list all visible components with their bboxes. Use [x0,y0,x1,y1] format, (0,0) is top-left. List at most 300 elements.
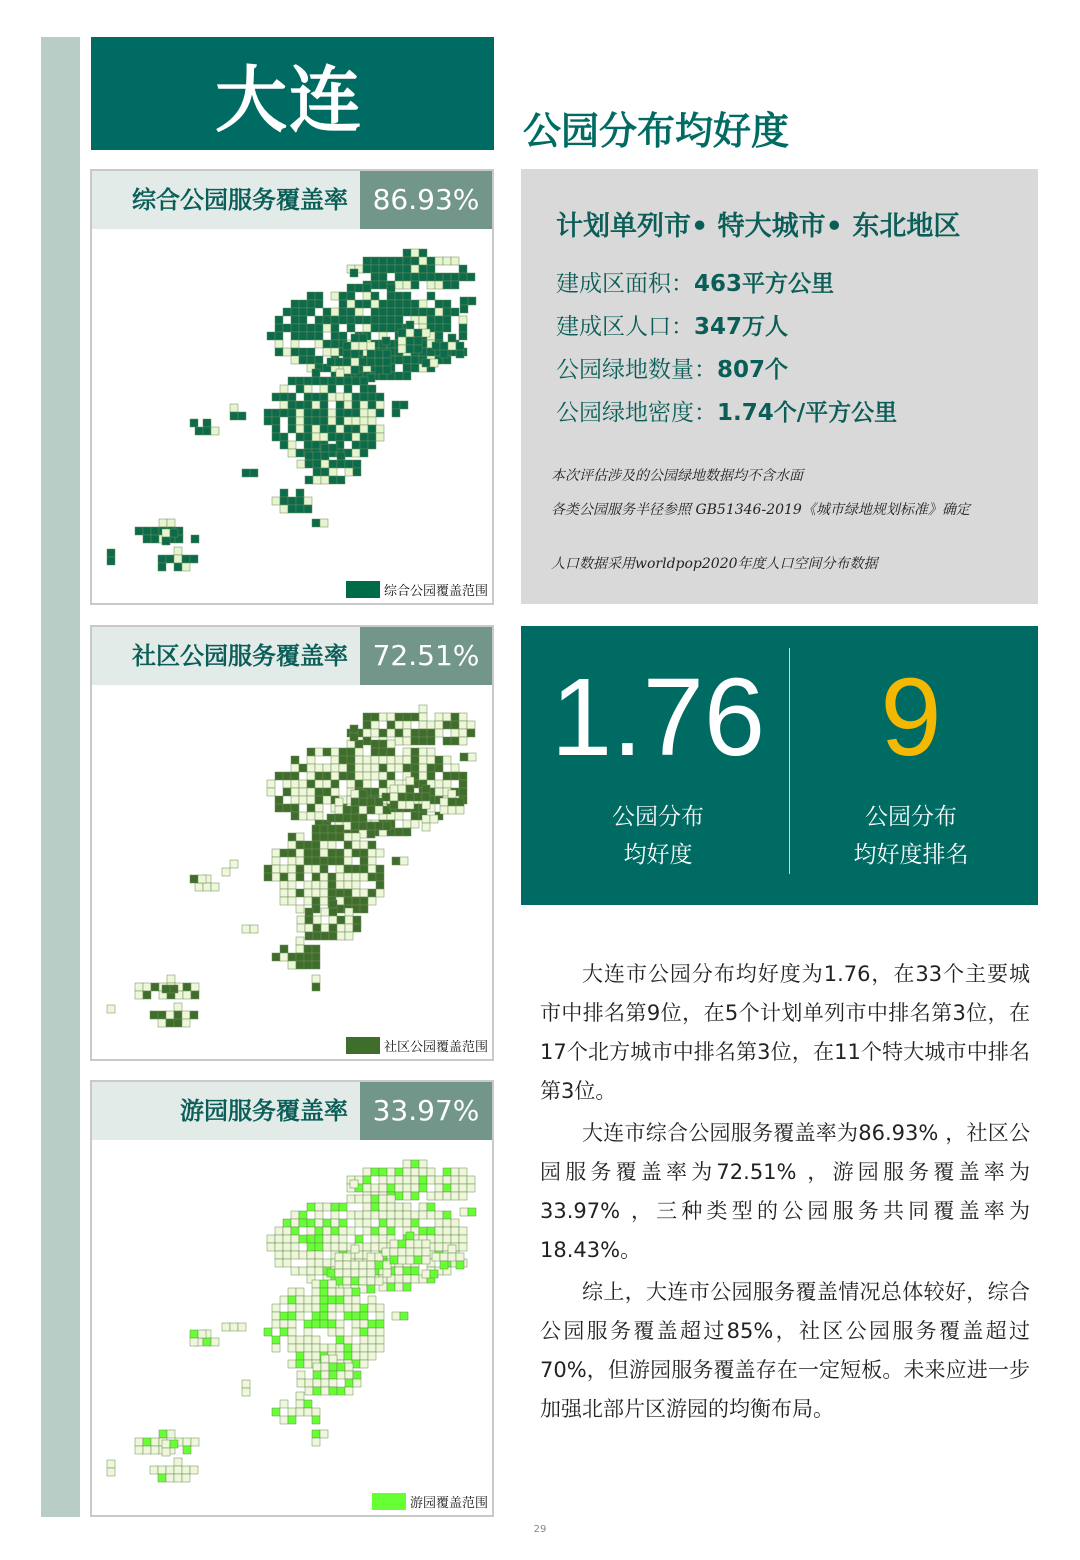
map-cell [435,332,443,340]
map-cell [347,1211,355,1219]
map-cell [411,300,419,308]
map-cell [387,265,395,273]
map-cell [305,908,313,916]
map-cell [304,1304,312,1312]
map-cell [339,300,347,308]
map-cell [376,425,384,433]
map-cell [174,1011,182,1019]
map-cell [395,1211,403,1219]
map-cell [398,1240,406,1248]
map-cell [190,875,198,883]
map-cell [352,841,360,849]
map-cell [328,1328,336,1336]
map-cell [395,764,403,772]
map-cell [296,1344,304,1352]
map-cell [419,1227,427,1235]
map-cell [403,1283,411,1291]
map-cell [352,1344,360,1352]
map-cell [288,449,296,457]
map-cell [387,729,395,737]
map-cells [107,249,476,571]
map-cell [379,1184,387,1192]
map-cell [315,356,323,364]
map-cell [331,1243,339,1251]
map-cell [313,468,321,476]
map-cell [371,1168,379,1176]
map-cell [411,1267,419,1275]
map-cell [304,1344,312,1352]
map-cell [376,865,384,873]
map-cell [367,1261,375,1269]
map-cell [312,881,320,889]
map-cell [363,1211,371,1219]
map-cell [296,1288,304,1296]
map-cell [355,284,363,292]
map-cell [375,366,383,374]
map-cell [376,1304,384,1312]
map-cell [315,812,323,820]
map-cell [406,337,414,345]
map-cell [443,324,451,332]
map-cell [371,308,379,316]
map-cell [335,1253,343,1261]
map-cell [305,1379,313,1387]
map-cell [395,257,403,265]
map-cell [315,1227,323,1235]
map-cell [167,975,175,983]
map-cell [321,1355,329,1363]
map-cell [280,1416,288,1424]
map-cell [313,460,321,468]
map-cell [320,833,328,841]
map-cell [390,785,398,793]
map-cell [315,1203,323,1211]
map-cell [368,1336,376,1344]
map-cell [299,788,307,796]
map-cell [315,324,323,332]
map-cell [422,823,430,831]
map-cell [304,505,312,513]
map-cell [323,1259,331,1267]
map-cell [395,1219,403,1227]
map-cell [379,780,387,788]
map-cell [211,427,219,435]
map-cell [451,1219,459,1227]
map-cell [360,889,368,897]
map-cell [403,764,411,772]
map-cell [360,417,368,425]
map-cell [368,1328,376,1336]
map-cell [363,1219,371,1227]
map-cell [387,1184,395,1192]
map-cell [337,924,345,932]
map-cell [323,324,331,332]
map-cell [387,324,395,332]
map-cell [368,889,376,897]
map-cell [443,1219,451,1227]
map-cell [368,441,376,449]
map-cell [299,316,307,324]
map-cell [305,1387,313,1395]
map-cell [222,868,230,876]
map-cell [296,489,304,497]
map-cell [195,883,203,891]
map-cell [312,1336,320,1344]
map-cell [315,764,323,772]
map-cell [344,833,352,841]
map-cell [312,393,320,401]
map-cell [320,393,328,401]
map-cell [320,897,328,905]
map-cell [323,748,331,756]
map-cell [351,342,359,350]
map-cell [107,549,115,557]
map-cell [331,1211,339,1219]
map-cell [359,1261,367,1269]
paragraph: 大连市综合公园服务覆盖率为86.93% ，社区公园服务覆盖率为72.51% ，游园服务覆盖率为33.97% ，三种类型的公园服务共同覆盖率为18.43%。 [540,1121,1030,1262]
map-cell [459,729,467,737]
map-cell [414,1256,422,1264]
map-cell [320,1430,328,1438]
panel-label: 社区公园服务覆盖率 [132,642,348,670]
map-cell [368,433,376,441]
map-cell [143,527,151,535]
map-cell [331,332,339,340]
map-cell [398,345,406,353]
map-cell [345,460,353,468]
map-cell [288,873,296,881]
city-title [91,37,494,150]
map-cell [352,849,360,857]
map-cell [343,350,351,358]
map-cell [375,358,383,366]
map-cell [307,780,315,788]
map-cell [376,889,384,897]
coverage-map [92,685,492,1059]
map-cell [467,1184,475,1192]
map-cell [459,772,467,780]
map-cell [376,409,384,417]
map-cell [352,393,360,401]
map-cell [411,249,419,257]
map-cell [304,1336,312,1344]
map-cell [162,1448,170,1456]
map-cell [242,469,250,477]
map-cell [368,857,376,865]
map-cell [291,1243,299,1251]
map-cell [403,257,411,265]
map-cell [395,1203,403,1211]
map-cell [398,785,406,793]
map-cell [403,828,411,836]
map-cell [343,1261,351,1269]
map-cell [411,820,419,828]
map-cell [368,409,376,417]
map-cell [430,1270,438,1278]
map-cell [422,359,430,367]
map-cell [387,308,395,316]
map-cell [363,1243,371,1251]
map-cell [443,316,451,324]
map-cell [395,1267,403,1275]
map-cell [390,1248,398,1256]
map-cell [411,1168,419,1176]
map-cell [203,883,211,891]
community-park-map-panel [90,625,494,1061]
map-cell [448,1253,456,1261]
map-cell [288,833,296,841]
map-cell [411,1211,419,1219]
map-cell [419,257,427,265]
map-cell [360,409,368,417]
map-cell [368,873,376,881]
map-cell [267,1235,275,1243]
map-cell [387,1211,395,1219]
map-cell [403,1267,411,1275]
map-cell [459,721,467,729]
map-cell [427,1227,435,1235]
map-cell [376,881,384,889]
map-cell [158,1474,166,1482]
map-cell [272,1344,280,1352]
map-cell [329,444,337,452]
map-cell [304,1400,312,1408]
map-cell [451,281,459,289]
map-cell [419,1168,427,1176]
map-cell [411,737,419,745]
map-cell [320,1304,328,1312]
map-cell [288,881,296,889]
map-cell [427,737,435,745]
map-cell [411,281,419,289]
map-cell [443,780,451,788]
map-cell [427,257,435,265]
map-cell [379,772,387,780]
map-cell [371,1227,379,1235]
map-cell [403,1203,411,1211]
page-heading: 公园分布均好度 [523,109,790,153]
map-cell [320,857,328,865]
map-cell [321,932,329,940]
map-cell [451,737,459,745]
map-cell [344,881,352,889]
map-cell [422,815,430,823]
map-cell [291,780,299,788]
map-cell [403,737,411,745]
map-cell [307,300,315,308]
map-cell [312,865,320,873]
map-cell [162,537,170,545]
map-cell [336,401,344,409]
map-cell [315,772,323,780]
map-cell [422,1240,430,1248]
map-cell [320,1280,328,1288]
map-cell [320,1320,328,1328]
map-cell [328,873,336,881]
map-cell [329,460,337,468]
map-cell [304,961,312,969]
map-cell [336,857,344,865]
map-cell [375,350,383,358]
rank-label-line: 均好度排名 [853,842,969,868]
map-cell [351,334,359,342]
map-cell [398,329,406,337]
map-cell [321,476,329,484]
map-cell [275,1227,283,1235]
map-cell [336,417,344,425]
map-cell [363,1168,371,1176]
map-cell [451,713,459,721]
map-cell [307,756,315,764]
map-cell [159,1430,167,1438]
map-cell [288,1408,296,1416]
map-cell [403,1168,411,1176]
map-cell [419,1184,427,1192]
map-cell [360,1304,368,1312]
panel-coverage-value: 33.97% [360,1082,492,1140]
map-cell [305,924,313,932]
map-cell [403,1219,411,1227]
map-cell [368,841,376,849]
pocket-park-map-panel [90,1080,494,1517]
map-cell [312,369,320,377]
map-cell [312,825,320,833]
map-cell [291,348,299,356]
map-cell [359,1277,367,1285]
map-cell [267,332,275,340]
map-cell [435,1211,443,1219]
map-cell [395,273,403,281]
map-cell [395,713,403,721]
map-cell [363,772,371,780]
map-cell [403,748,411,756]
map-cell [359,790,367,798]
map-cell [304,1296,312,1304]
map-cell [307,1251,315,1259]
map-cell [337,476,345,484]
map-cell [367,1277,375,1285]
map-legend [346,580,488,599]
map-cell [167,1430,175,1438]
map-cell [312,1438,320,1446]
map-cell [360,1312,368,1320]
map-cell [275,1235,283,1243]
map-cell [411,356,419,364]
map-cell [390,801,398,809]
map-cell [427,1192,435,1200]
map-cell [150,1011,158,1019]
map-cell [360,1336,368,1344]
map-cell [443,300,451,308]
map-cell [352,881,360,889]
map-cell [367,342,375,350]
map-cell [344,1312,352,1320]
map-cell [460,297,468,305]
map-cell [321,468,329,476]
map-cell [312,1312,320,1320]
map-cell [320,1344,328,1352]
map-cell [371,1203,379,1211]
map-cell [288,1320,296,1328]
map-cell [459,713,467,721]
map-cell [158,1011,166,1019]
map-cell [296,497,304,505]
map-cell [387,1168,395,1176]
map-cell [387,756,395,764]
map-cell [323,308,331,316]
map-cell [328,833,336,841]
map-cell [143,1438,151,1446]
map-cell [307,1219,315,1227]
map-cell [347,300,355,308]
map-cell [296,905,304,913]
map-cell [363,713,371,721]
map-cell [400,401,408,409]
map-cell [371,1195,379,1203]
map-cell [351,790,359,798]
map-cell [363,257,371,265]
map-cell [459,780,467,788]
map-cell [351,806,359,814]
map-cell [414,345,422,353]
map-cell [313,452,321,460]
map-cell [352,897,360,905]
map-cell [288,841,296,849]
map-cell [419,308,427,316]
map-cell [312,1408,320,1416]
map-cell [451,273,459,281]
map-cell [448,806,456,814]
map-cell [383,350,391,358]
map-cell [305,916,313,924]
map-cell [329,476,337,484]
map-cell [350,269,358,277]
map-cell [371,721,379,729]
map-cell [307,1227,315,1235]
map-cell [272,433,280,441]
map-cell [170,1440,178,1448]
map-cell [387,721,395,729]
map-cell [414,1248,422,1256]
map-cell [288,865,296,873]
map-cell [307,348,315,356]
map-cell [406,1256,414,1264]
info-value: 463平方公里 [694,271,835,297]
map-cell [307,788,315,796]
map-cell [320,409,328,417]
map-cell [272,1408,280,1416]
map-cell [419,705,427,713]
map-cell [360,873,368,881]
map-cell [443,308,451,316]
map-cell [403,1176,411,1184]
map-cell [403,249,411,257]
map-cell [272,953,280,961]
map-cell [296,433,304,441]
map-cell [352,401,360,409]
map-cell [352,1320,360,1328]
map-cell [387,257,395,265]
map-cell [283,324,291,332]
map-cell [363,316,371,324]
map-cell [339,764,347,772]
map-cell [427,281,435,289]
map-cell [291,1267,299,1275]
map-cell [288,1344,296,1352]
map-cell [299,300,307,308]
map-cell [363,1203,371,1211]
map-cell [280,849,288,857]
